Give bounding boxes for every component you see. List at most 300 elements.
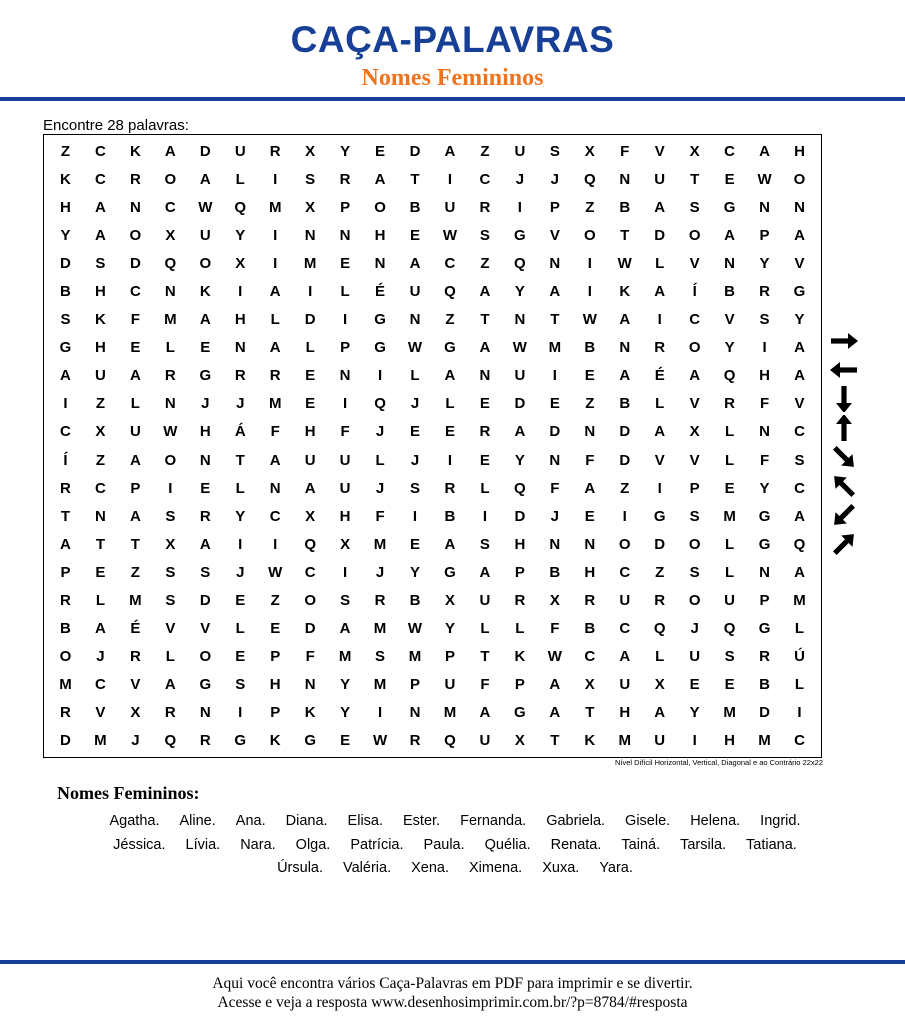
grid-letter: U xyxy=(199,226,211,244)
grid-letter: X xyxy=(689,423,700,441)
grid-letter: F xyxy=(550,620,560,638)
grid-letter: M xyxy=(268,395,282,413)
grid-letter: S xyxy=(689,563,700,581)
grid-letter: Y xyxy=(514,451,525,469)
grid-letter: Í xyxy=(692,282,697,300)
grid-letter: L xyxy=(725,423,735,441)
grid-letter: A xyxy=(689,367,701,385)
grid-letter: A xyxy=(409,254,421,272)
grid-letter: A xyxy=(60,535,71,553)
grid-letter: A xyxy=(794,563,805,581)
word-list-item: Ana. xyxy=(235,813,266,829)
grid-letter: I xyxy=(343,395,348,413)
grid-letter: Q xyxy=(234,198,247,216)
grid-letter: P xyxy=(270,704,281,722)
word-list-item: Helena. xyxy=(690,813,741,829)
grid-letter: L xyxy=(794,620,805,638)
grid-letter: X xyxy=(165,535,176,553)
grid-letter: U xyxy=(514,367,526,385)
word-search-grid xyxy=(43,134,822,758)
grid-letter: A xyxy=(794,367,805,385)
word-list-item: Xuxa. xyxy=(542,860,580,876)
grid-letter: V xyxy=(794,395,805,413)
grid-letter: J xyxy=(375,479,385,497)
grid-letter: A xyxy=(654,282,666,300)
word-list-item: Olga. xyxy=(295,836,331,853)
grid-letter: R xyxy=(724,395,736,413)
grid-letter: Q xyxy=(514,479,526,497)
grid-letter: B xyxy=(759,676,770,694)
grid-letter: K xyxy=(60,170,71,188)
grid-letter: X xyxy=(654,676,665,694)
grid-letter: S xyxy=(479,226,490,244)
grid-letter: A xyxy=(164,142,176,160)
grid-letter: S xyxy=(200,563,211,581)
grid-letter: C xyxy=(619,620,631,638)
top-divider xyxy=(0,97,905,101)
grid-letter: T xyxy=(480,648,490,666)
page-title: CAÇA-PALAVRAS xyxy=(290,19,615,60)
grid-letter: R xyxy=(60,479,71,497)
grid-letter: H xyxy=(619,704,631,722)
grid-letter: L xyxy=(515,620,525,638)
grid-letter: A xyxy=(269,282,281,300)
grid-letter: I xyxy=(273,170,278,188)
grid-letter: D xyxy=(199,591,211,609)
grid-letter: R xyxy=(654,339,666,357)
grid-letter: W xyxy=(372,732,388,750)
grid-letter: Y xyxy=(444,620,455,638)
grid-letter: Q xyxy=(304,535,316,553)
instructions: Encontre 28 palavras: xyxy=(43,117,189,134)
grid-letter: O xyxy=(688,591,701,609)
grid-letter: C xyxy=(129,282,141,300)
grid-letter: H xyxy=(60,198,71,216)
grid-letter: S xyxy=(549,142,560,160)
grid-letter: T xyxy=(585,704,595,722)
grid-letter: D xyxy=(759,704,770,722)
grid-letter: G xyxy=(59,339,72,357)
grid-letter: I xyxy=(587,282,592,300)
grid-letter: M xyxy=(94,732,107,750)
bottom-divider xyxy=(0,960,905,964)
grid-letter: B xyxy=(619,395,631,413)
grid-letter: A xyxy=(129,451,141,469)
grid-letter: O xyxy=(374,198,386,216)
grid-letter: R xyxy=(164,704,176,722)
grid-letter: O xyxy=(199,648,212,666)
grid-letter: N xyxy=(759,198,770,216)
grid-letter: X xyxy=(584,142,595,160)
grid-letter: U xyxy=(654,170,666,188)
grid-letter: K xyxy=(129,142,141,160)
grid-letter: A xyxy=(549,676,561,694)
grid-letter: O xyxy=(688,535,701,553)
grid-letter: V xyxy=(654,451,665,469)
grid-letter: M xyxy=(758,732,771,750)
grid-letter: E xyxy=(724,479,735,497)
grid-letter: N xyxy=(164,282,176,300)
grid-letter: A xyxy=(199,535,211,553)
grid-letter: K xyxy=(95,311,106,329)
grid-letter: G xyxy=(304,732,316,750)
grid-letter: Á xyxy=(234,423,246,441)
grid-letter: A xyxy=(654,704,666,722)
grid-letter: X xyxy=(305,507,316,525)
grid-letter: R xyxy=(269,367,281,385)
grid-letter: D xyxy=(619,451,631,469)
grid-letter: R xyxy=(129,648,141,666)
grid-letter: M xyxy=(303,254,317,272)
grid-letter: O xyxy=(688,226,701,244)
footer-link-text[interactable]: Acesse e veja a resposta www.desenhosimprimir.com.br/?p=8784/#resposta xyxy=(217,994,688,1011)
arrow-up-icon xyxy=(826,413,862,442)
grid-letter: U xyxy=(444,198,456,216)
grid-letter: L xyxy=(340,282,350,300)
grid-letter: C xyxy=(479,170,491,188)
grid-letter: Y xyxy=(514,282,525,300)
grid-letter: R xyxy=(479,198,491,216)
grid-letter: I xyxy=(238,704,243,722)
word-list-item: Yara. xyxy=(599,860,633,876)
grid-letter: H xyxy=(269,676,281,694)
grid-letter: A xyxy=(479,282,491,300)
grid-letter: M xyxy=(793,591,806,609)
grid-letter: C xyxy=(95,479,106,497)
grid-letter: X xyxy=(689,142,700,160)
grid-letter: A xyxy=(479,339,491,357)
grid-letter: G xyxy=(234,732,247,750)
arrow-down-left-icon xyxy=(826,500,862,529)
grid-letter: V xyxy=(689,395,700,413)
grid-letter: J xyxy=(410,451,420,469)
grid-letter: U xyxy=(619,591,631,609)
grid-letter: F xyxy=(550,479,560,497)
grid-letter: E xyxy=(305,395,316,413)
grid-letter: F xyxy=(759,451,770,469)
grid-letter: L xyxy=(480,479,490,497)
grid-letter: A xyxy=(794,339,805,357)
grid-letter: N xyxy=(794,198,805,216)
word-list-item: Quélia. xyxy=(484,836,531,853)
grid-letter: N xyxy=(479,367,491,385)
grid-letter: S xyxy=(60,311,71,329)
grid-letter: R xyxy=(479,423,491,441)
grid-letter: B xyxy=(584,339,596,357)
grid-letter: A xyxy=(444,367,456,385)
grid-letter: N xyxy=(514,311,526,329)
word-list-item: Tainá. xyxy=(621,836,661,853)
grid-letter: H xyxy=(374,226,386,244)
grid-letter: E xyxy=(584,367,595,385)
grid-letter: O xyxy=(688,339,701,357)
grid-letter: I xyxy=(657,479,662,497)
grid-letter: A xyxy=(164,676,176,694)
grid-letter: C xyxy=(794,479,805,497)
grid-letter: W xyxy=(442,226,458,244)
grid-letter: O xyxy=(583,226,596,244)
grid-letter: F xyxy=(270,423,280,441)
grid-letter: C xyxy=(444,254,456,272)
grid-letter: I xyxy=(238,282,243,300)
grid-letter: O xyxy=(304,591,316,609)
grid-letter: N xyxy=(199,451,211,469)
grid-letter: N xyxy=(339,226,351,244)
grid-letter: A xyxy=(479,704,491,722)
word-list-item: Ester. xyxy=(403,813,441,829)
grid-letter: Z xyxy=(585,198,595,216)
grid-letter: Y xyxy=(759,479,770,497)
grid-letter: C xyxy=(164,198,176,216)
grid-letter: R xyxy=(584,591,596,609)
grid-letter: R xyxy=(339,170,351,188)
word-list-item: Patrícia. xyxy=(350,836,404,853)
word-list-item: Jéssica. xyxy=(113,836,166,853)
grid-letter: A xyxy=(444,142,456,160)
grid-letter: N xyxy=(619,170,631,188)
grid-letter: V xyxy=(549,226,560,244)
grid-letter: I xyxy=(552,367,557,385)
grid-letter: Z xyxy=(270,591,280,609)
grid-letter: B xyxy=(619,198,631,216)
grid-letter: C xyxy=(95,142,106,160)
grid-letter: D xyxy=(654,535,666,553)
grid-letter: I xyxy=(238,535,243,553)
grid-letter: U xyxy=(654,732,666,750)
grid-letter: B xyxy=(724,282,736,300)
grid-letter: I xyxy=(692,732,697,750)
arrow-down-right-icon xyxy=(826,442,862,471)
grid-letter: S xyxy=(165,507,176,525)
grid-letter: F xyxy=(375,507,385,525)
grid-letter: M xyxy=(373,620,387,638)
grid-letter: Q xyxy=(164,732,177,750)
grid-letter: J xyxy=(410,395,420,413)
grid-letter: K xyxy=(584,732,596,750)
grid-letter: Q xyxy=(583,170,596,188)
grid-letter: V xyxy=(165,620,176,638)
grid-letter: D xyxy=(654,226,666,244)
grid-letter: O xyxy=(793,170,806,188)
grid-letter: E xyxy=(95,563,106,581)
word-list-item: Lívia. xyxy=(185,836,221,853)
grid-letter: A xyxy=(95,620,106,638)
grid-letter: H xyxy=(304,423,316,441)
grid-letter: T xyxy=(620,226,630,244)
grid-letter: L xyxy=(95,591,106,609)
grid-letter: W xyxy=(757,170,772,188)
arrow-up-right-icon xyxy=(826,529,862,558)
word-list-line xyxy=(40,834,870,858)
grid-letter: H xyxy=(339,507,351,525)
word-list-item: Paula. xyxy=(423,836,465,853)
grid-letter: P xyxy=(340,339,351,357)
grid-letter: X xyxy=(340,535,351,553)
grid-letter: E xyxy=(130,339,141,357)
grid-letter: M xyxy=(408,648,422,666)
word-list-item: Gabriela. xyxy=(546,813,606,829)
grid-letter: E xyxy=(724,170,735,188)
grid-letter: U xyxy=(619,676,631,694)
arrow-up-left-icon xyxy=(826,471,862,500)
grid-letter: T xyxy=(130,535,140,553)
grid-letter: A xyxy=(199,311,211,329)
grid-letter: H xyxy=(584,563,596,581)
grid-letter: N xyxy=(95,507,106,525)
word-list-item: Diana. xyxy=(285,813,328,829)
grid-letter: L xyxy=(305,339,315,357)
grid-letter: L xyxy=(130,395,140,413)
grid-letter: S xyxy=(794,451,805,469)
grid-letter: D xyxy=(304,311,316,329)
grid-letter: J xyxy=(96,648,105,666)
grid-letter: E xyxy=(235,591,246,609)
grid-letter: W xyxy=(617,254,632,272)
grid-letter: N xyxy=(269,479,281,497)
grid-letter: G xyxy=(514,226,526,244)
grid-letter: A xyxy=(304,479,316,497)
arrow-down-icon xyxy=(826,384,862,413)
grid-letter: U xyxy=(339,451,351,469)
grid-letter: Z xyxy=(445,311,455,329)
arrow-left-icon xyxy=(826,355,862,384)
grid-letter: H xyxy=(724,732,736,750)
grid-letter: T xyxy=(410,170,420,188)
grid-letter: D xyxy=(60,732,71,750)
grid-letter: I xyxy=(273,226,278,244)
grid-letter: R xyxy=(409,732,421,750)
word-list-title: Nomes Femininos: xyxy=(57,783,200,803)
word-list-item: Ingrid. xyxy=(760,813,801,829)
grid-letter: O xyxy=(129,226,142,244)
grid-letter: Z xyxy=(655,563,665,581)
grid-letter: D xyxy=(199,142,211,160)
grid-letter: M xyxy=(723,704,736,722)
grid-letter: G xyxy=(374,339,386,357)
grid-letter: C xyxy=(60,423,71,441)
word-list-item: Ximena. xyxy=(469,860,523,876)
word-list-item: Gisele. xyxy=(625,813,671,829)
grid-letter: U xyxy=(444,676,456,694)
grid-letter: L xyxy=(480,620,490,638)
grid-letter: B xyxy=(409,591,421,609)
grid-letter: Y xyxy=(410,563,421,581)
grid-letter: X xyxy=(584,676,595,694)
grid-letter: Y xyxy=(759,254,770,272)
grid-letter: A xyxy=(514,423,526,441)
grid-letter: P xyxy=(549,198,560,216)
footer-text: Aqui você encontra vários Caça-Palavras em PDF para imprimir e se divertir. xyxy=(212,975,693,992)
grid-letter: D xyxy=(514,507,526,525)
grid-letter: M xyxy=(373,676,387,694)
grid-letter: U xyxy=(514,142,526,160)
grid-letter: P xyxy=(759,591,770,609)
grid-letter: D xyxy=(409,142,421,160)
grid-letter: Q xyxy=(723,367,736,385)
grid-letter: Q xyxy=(164,254,177,272)
grid-letter: J xyxy=(550,507,559,525)
grid-letter: P xyxy=(410,676,421,694)
word-list-item: Nara. xyxy=(240,836,276,853)
grid-letter: A xyxy=(759,142,770,160)
grid-letter: E xyxy=(689,676,700,694)
grid-letter: J xyxy=(375,423,385,441)
grid-letter: V xyxy=(794,254,805,272)
grid-letter: W xyxy=(163,423,178,441)
grid-letter: N xyxy=(584,423,596,441)
grid-letter: E xyxy=(410,423,421,441)
grid-letter: A xyxy=(549,704,561,722)
grid-letter: E xyxy=(584,507,595,525)
grid-letter: F xyxy=(340,423,350,441)
grid-letter: R xyxy=(759,282,770,300)
grid-letter: P xyxy=(759,226,770,244)
grid-letter: G xyxy=(374,311,386,329)
grid-letter: C xyxy=(689,311,701,329)
word-list-item: Tatiana. xyxy=(746,836,797,853)
grid-letter: A xyxy=(619,648,631,666)
grid-letter: I xyxy=(343,311,348,329)
grid-letter: E xyxy=(444,423,455,441)
grid-letter: S xyxy=(95,254,106,272)
grid-letter: I xyxy=(622,507,627,525)
grid-letter: V xyxy=(724,311,735,329)
grid-letter: J xyxy=(236,563,245,581)
grid-letter: A xyxy=(724,226,736,244)
grid-letter: P xyxy=(444,648,455,666)
word-list-item: Agatha. xyxy=(109,813,160,829)
grid-letter: S xyxy=(759,311,770,329)
grid-letter: N xyxy=(339,367,351,385)
arrow-right-icon xyxy=(826,326,862,355)
word-list-line xyxy=(40,857,870,881)
grid-letter: Q xyxy=(793,535,806,553)
grid-letter: M xyxy=(443,704,457,722)
grid-letter: O xyxy=(164,451,177,469)
grid-letter: D xyxy=(514,395,526,413)
grid-letter: C xyxy=(269,507,281,525)
grid-letter: L xyxy=(655,648,665,666)
grid-letter: F xyxy=(620,142,630,160)
grid-letter: Y xyxy=(794,311,805,329)
grid-letter: C xyxy=(794,732,805,750)
grid-letter: D xyxy=(619,423,631,441)
grid-letter: A xyxy=(619,367,631,385)
grid-letter: N xyxy=(129,198,141,216)
grid-letter: Z xyxy=(95,395,106,413)
grid-letter: I xyxy=(63,395,68,413)
grid-letter: L xyxy=(725,451,735,469)
grid-letter: H xyxy=(514,535,526,553)
grid-letter: Q xyxy=(653,620,666,638)
difficulty-note: Nível Difícil Horizontal, Vertical, Diagonal e ao Contrário 22x22 xyxy=(614,758,823,767)
grid-letter: X xyxy=(305,198,316,216)
grid-letter: H xyxy=(199,423,211,441)
grid-letter: E xyxy=(479,395,490,413)
grid-letter: G xyxy=(758,507,771,525)
grid-letter: E xyxy=(375,142,386,160)
grid-letter: B xyxy=(60,282,71,300)
grid-letter: É xyxy=(375,282,386,300)
grid-letter: V xyxy=(689,451,700,469)
grid-letter: N xyxy=(619,339,631,357)
grid-letter: W xyxy=(547,648,562,666)
grid-letter: A xyxy=(269,451,281,469)
grid-letter: R xyxy=(199,732,211,750)
grid-letter: K xyxy=(619,282,631,300)
grid-letter: R xyxy=(654,591,666,609)
grid-letter: U xyxy=(129,423,141,441)
